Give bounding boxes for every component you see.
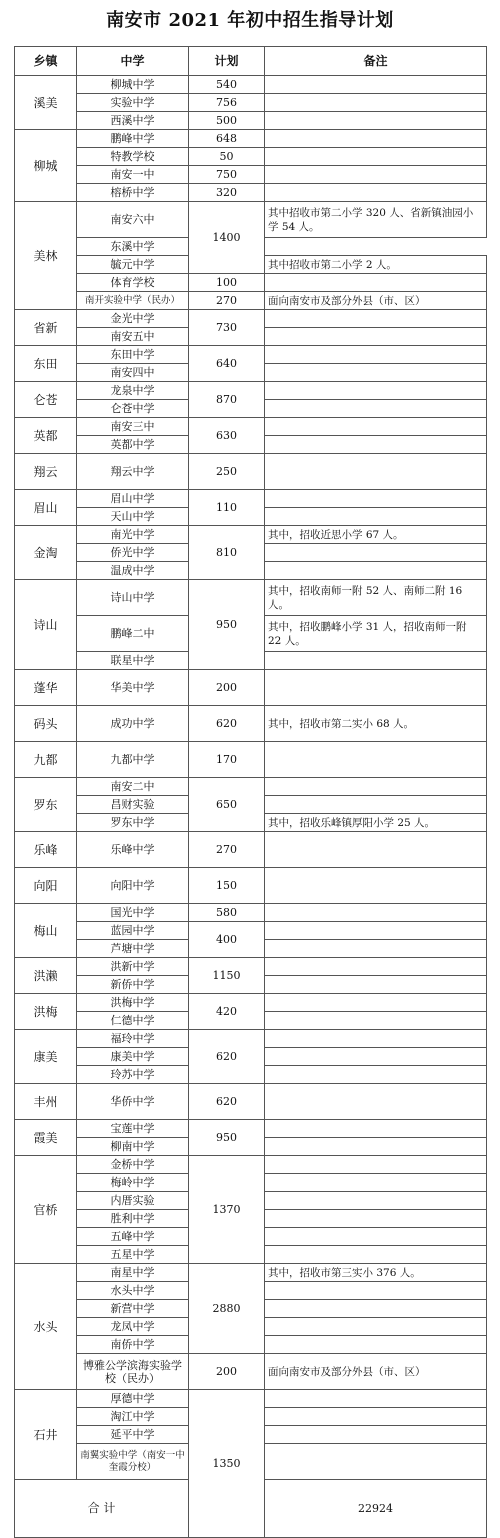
note-cell (265, 742, 487, 778)
school-cell: 实验中学 (77, 94, 189, 112)
note-cell (265, 778, 487, 796)
note-cell (265, 1084, 487, 1120)
school-cell: 诗山中学 (77, 580, 189, 616)
note-cell (265, 346, 487, 364)
plan-cell: 620 (189, 1030, 265, 1084)
table-row (15, 166, 487, 184)
note-cell (265, 400, 487, 418)
school-cell: 南安五中 (77, 328, 189, 346)
plan-cell: 170 (189, 742, 265, 778)
town-cell: 石井 (15, 1390, 77, 1480)
table-row (15, 1084, 487, 1120)
town-cell: 向阳 (15, 868, 77, 904)
town-cell: 美林 (15, 202, 77, 310)
town-cell: 溪美 (15, 76, 77, 130)
note-cell (265, 328, 487, 346)
school-cell: 五峰中学 (77, 1228, 189, 1246)
note-cell (265, 112, 487, 130)
note-cell: 其中，招收南师一附 52 人、南师二附 16 人。 (265, 580, 487, 616)
school-cell: 南安二中 (77, 778, 189, 796)
school-cell: 九都中学 (77, 742, 189, 778)
plan-cell: 110 (189, 490, 265, 526)
table-row (15, 292, 487, 310)
table-row (15, 868, 487, 904)
note-cell (265, 148, 487, 166)
note-cell (265, 1444, 487, 1480)
note-cell (265, 1156, 487, 1174)
note-cell: 其中，招收市第二实小 68 人。 (265, 706, 487, 742)
school-cell: 南翼实验中学（南安一中奎霞分校） (77, 1444, 189, 1480)
note-cell (265, 1048, 487, 1066)
table-row (15, 1264, 487, 1282)
school-cell: 东溪中学 (77, 238, 189, 256)
town-cell: 罗东 (15, 778, 77, 832)
plan-cell: 250 (189, 454, 265, 490)
note-cell (265, 832, 487, 868)
table-row (15, 112, 487, 130)
school-cell: 成功中学 (77, 706, 189, 742)
note-cell (265, 1282, 487, 1300)
note-cell (265, 1012, 487, 1030)
note-cell (265, 958, 487, 976)
plan-cell: 420 (189, 994, 265, 1030)
school-cell: 南安三中 (77, 418, 189, 436)
note-cell: 其中，招收鹏峰小学 31 人，招收南师一附 22 人。 (265, 616, 487, 652)
table-row (15, 922, 487, 940)
town-cell: 英都 (15, 418, 77, 454)
plan-cell: 540 (189, 76, 265, 94)
plan-cell: 1150 (189, 958, 265, 994)
school-cell: 体育学校 (77, 274, 189, 292)
note-cell (265, 508, 487, 526)
school-cell: 翔云中学 (77, 454, 189, 490)
school-cell: 眉山中学 (77, 490, 189, 508)
school-cell: 南安六中 (77, 202, 189, 238)
plan-cell: 2880 (189, 1264, 265, 1354)
town-cell: 金淘 (15, 526, 77, 580)
note-cell (265, 364, 487, 382)
plan-cell: 630 (189, 418, 265, 454)
note-cell (265, 1318, 487, 1336)
note-cell (265, 274, 487, 292)
school-cell: 联星中学 (77, 652, 189, 670)
enrollment-table (14, 46, 487, 1538)
plan-cell: 950 (189, 580, 265, 670)
table-row (15, 1156, 487, 1174)
header-plan: 计划 (189, 47, 265, 76)
school-cell: 华美中学 (77, 670, 189, 706)
town-cell: 洪濑 (15, 958, 77, 994)
school-cell: 侨光中学 (77, 544, 189, 562)
table-row (15, 580, 487, 616)
table-row (15, 274, 487, 292)
table-row (15, 904, 487, 922)
note-cell (265, 166, 487, 184)
town-cell: 九都 (15, 742, 77, 778)
school-cell: 柳南中学 (77, 1138, 189, 1156)
school-cell: 华侨中学 (77, 1084, 189, 1120)
town-cell: 仑苍 (15, 382, 77, 418)
school-cell: 玲苏中学 (77, 1066, 189, 1084)
table-row (15, 310, 487, 328)
table-row (15, 832, 487, 868)
header-school: 中学 (77, 47, 189, 76)
school-cell: 南安一中 (77, 166, 189, 184)
note-cell (265, 1066, 487, 1084)
plan-cell: 580 (189, 904, 265, 922)
school-cell: 胜利中学 (77, 1210, 189, 1228)
plan-cell: 870 (189, 382, 265, 418)
note-cell (265, 670, 487, 706)
school-cell: 龙凤中学 (77, 1318, 189, 1336)
table-row (15, 1120, 487, 1138)
note-cell (265, 1030, 487, 1048)
school-cell: 榕桥中学 (77, 184, 189, 202)
school-cell: 新营中学 (77, 1300, 189, 1318)
note-cell (265, 544, 487, 562)
table-row (15, 778, 487, 796)
note-cell (265, 1174, 487, 1192)
plan-cell: 750 (189, 166, 265, 184)
header-notes: 备注 (265, 47, 487, 76)
school-cell: 五星中学 (77, 1246, 189, 1264)
school-cell: 柳城中学 (77, 76, 189, 94)
plan-cell: 500 (189, 112, 265, 130)
school-cell: 宝莲中学 (77, 1120, 189, 1138)
note-cell (265, 922, 487, 940)
table-row (15, 490, 487, 508)
plan-cell: 640 (189, 346, 265, 382)
table-row (15, 148, 487, 166)
school-cell: 芦塘中学 (77, 940, 189, 958)
note-cell: 面向南安市及部分外县（市、区） (265, 1354, 487, 1390)
plan-cell: 100 (189, 274, 265, 292)
note-cell: 面向南安市及部分外县（市、区） (265, 292, 487, 310)
note-cell (265, 562, 487, 580)
plan-cell: 320 (189, 184, 265, 202)
note-cell (265, 1408, 487, 1426)
plan-cell: 1400 (189, 202, 265, 274)
school-cell: 南光中学 (77, 526, 189, 544)
note-cell (265, 1246, 487, 1264)
school-cell: 新侨中学 (77, 976, 189, 994)
table-row (15, 94, 487, 112)
note-cell (265, 868, 487, 904)
table-row (15, 706, 487, 742)
table-row (15, 742, 487, 778)
plan-cell: 756 (189, 94, 265, 112)
table-row (15, 184, 487, 202)
school-cell: 国光中学 (77, 904, 189, 922)
school-cell: 金桥中学 (77, 1156, 189, 1174)
school-cell: 内厝实验 (77, 1192, 189, 1210)
school-cell: 南侨中学 (77, 1336, 189, 1354)
town-cell: 霞美 (15, 1120, 77, 1156)
note-cell (265, 130, 487, 148)
school-cell: 蓝园中学 (77, 922, 189, 940)
plan-cell: 810 (189, 526, 265, 580)
table-row (15, 526, 487, 544)
table-row (15, 130, 487, 148)
school-cell: 天山中学 (77, 508, 189, 526)
table-row (15, 418, 487, 436)
note-cell (265, 1210, 487, 1228)
note-cell (265, 1228, 487, 1246)
plan-cell: 270 (189, 292, 265, 310)
table-row (15, 346, 487, 364)
plan-cell: 648 (189, 130, 265, 148)
plan-cell: 400 (189, 922, 265, 958)
note-cell (265, 1336, 487, 1354)
town-cell: 康美 (15, 1030, 77, 1084)
note-cell (265, 904, 487, 922)
note-cell: 其中招收市第二小学 2 人。 (265, 256, 487, 274)
note-cell (265, 976, 487, 994)
school-cell: 昌财实验 (77, 796, 189, 814)
note-cell (265, 796, 487, 814)
note-cell (265, 454, 487, 490)
plan-cell: 650 (189, 778, 265, 832)
note-cell (265, 1138, 487, 1156)
school-cell: 龙泉中学 (77, 382, 189, 400)
school-cell: 南开实验中学（民办） (77, 292, 189, 310)
school-cell: 鹏峰中学 (77, 130, 189, 148)
note-cell (265, 994, 487, 1012)
note-cell (265, 382, 487, 400)
school-cell: 水头中学 (77, 1282, 189, 1300)
school-cell: 福玲中学 (77, 1030, 189, 1048)
school-cell: 淘江中学 (77, 1408, 189, 1426)
table-row (15, 76, 487, 94)
plan-cell: 620 (189, 706, 265, 742)
table-row (15, 1354, 487, 1390)
plan-cell: 200 (189, 1354, 265, 1390)
note-cell (265, 418, 487, 436)
note-cell (265, 652, 487, 670)
note-cell (265, 490, 487, 508)
plan-cell: 950 (189, 1120, 265, 1156)
plan-cell: 200 (189, 670, 265, 706)
plan-cell: 1350 (189, 1390, 265, 1538)
school-cell: 东田中学 (77, 346, 189, 364)
school-cell: 南安四中 (77, 364, 189, 382)
page-title: 南安市 2021 年初中招生指导计划 (106, 10, 394, 31)
school-cell: 西溪中学 (77, 112, 189, 130)
school-cell: 仁德中学 (77, 1012, 189, 1030)
note-cell (265, 94, 487, 112)
note-cell (265, 76, 487, 94)
school-cell: 金光中学 (77, 310, 189, 328)
school-cell: 洪新中学 (77, 958, 189, 976)
town-cell: 翔云 (15, 454, 77, 490)
table-row (15, 202, 487, 238)
school-cell: 仑苍中学 (77, 400, 189, 418)
total-value: 22924 (265, 1480, 487, 1538)
note-cell (265, 940, 487, 958)
plan-cell: 620 (189, 1084, 265, 1120)
note-cell (265, 1120, 487, 1138)
note-cell (265, 310, 487, 328)
town-cell: 梅山 (15, 904, 77, 958)
town-cell: 省新 (15, 310, 77, 346)
school-cell: 毓元中学 (77, 256, 189, 274)
note-cell: 其中，招收市第三实小 376 人。 (265, 1264, 487, 1282)
plan-cell: 150 (189, 868, 265, 904)
table-row (15, 1030, 487, 1048)
school-cell: 延平中学 (77, 1426, 189, 1444)
school-cell: 英都中学 (77, 436, 189, 454)
note-cell: 其中，招收乐峰镇厚阳小学 25 人。 (265, 814, 487, 832)
town-cell: 东田 (15, 346, 77, 382)
total-label: 合 计 (15, 1480, 189, 1538)
town-cell: 洪梅 (15, 994, 77, 1030)
note-cell (265, 1426, 487, 1444)
school-cell: 博雅公学滨海实验学校（民办） (77, 1354, 189, 1390)
plan-cell: 50 (189, 148, 265, 166)
school-cell: 特教学校 (77, 148, 189, 166)
town-cell: 乐峰 (15, 832, 77, 868)
plan-cell: 1370 (189, 1156, 265, 1264)
town-cell: 眉山 (15, 490, 77, 526)
school-cell: 厚德中学 (77, 1390, 189, 1408)
town-cell: 诗山 (15, 580, 77, 670)
school-cell: 鹏峰二中 (77, 616, 189, 652)
note-cell: 其中，招收近思小学 67 人。 (265, 526, 487, 544)
note-cell (265, 1390, 487, 1408)
table-row (15, 1390, 487, 1408)
town-cell: 柳城 (15, 130, 77, 202)
table-row (15, 994, 487, 1012)
town-cell: 码头 (15, 706, 77, 742)
school-cell: 南星中学 (77, 1264, 189, 1282)
table-row (15, 382, 487, 400)
note-cell (265, 1192, 487, 1210)
note-cell (265, 1300, 487, 1318)
table-row (15, 454, 487, 490)
school-cell: 罗东中学 (77, 814, 189, 832)
table-row (15, 958, 487, 976)
note-cell (265, 436, 487, 454)
school-cell: 梅岭中学 (77, 1174, 189, 1192)
school-cell: 乐峰中学 (77, 832, 189, 868)
school-cell: 洪梅中学 (77, 994, 189, 1012)
town-cell: 官桥 (15, 1156, 77, 1264)
school-cell: 向阳中学 (77, 868, 189, 904)
town-cell: 丰州 (15, 1084, 77, 1120)
note-cell (265, 184, 487, 202)
plan-cell: 730 (189, 310, 265, 346)
plan-cell: 270 (189, 832, 265, 868)
town-cell: 水头 (15, 1264, 77, 1390)
header-town: 乡镇 (15, 47, 77, 76)
school-cell: 温成中学 (77, 562, 189, 580)
table-row (15, 670, 487, 706)
school-cell: 康美中学 (77, 1048, 189, 1066)
town-cell: 蓬华 (15, 670, 77, 706)
note-cell: 其中招收市第二小学 320 人、省新镇油园小学 54 人。 (265, 202, 487, 238)
